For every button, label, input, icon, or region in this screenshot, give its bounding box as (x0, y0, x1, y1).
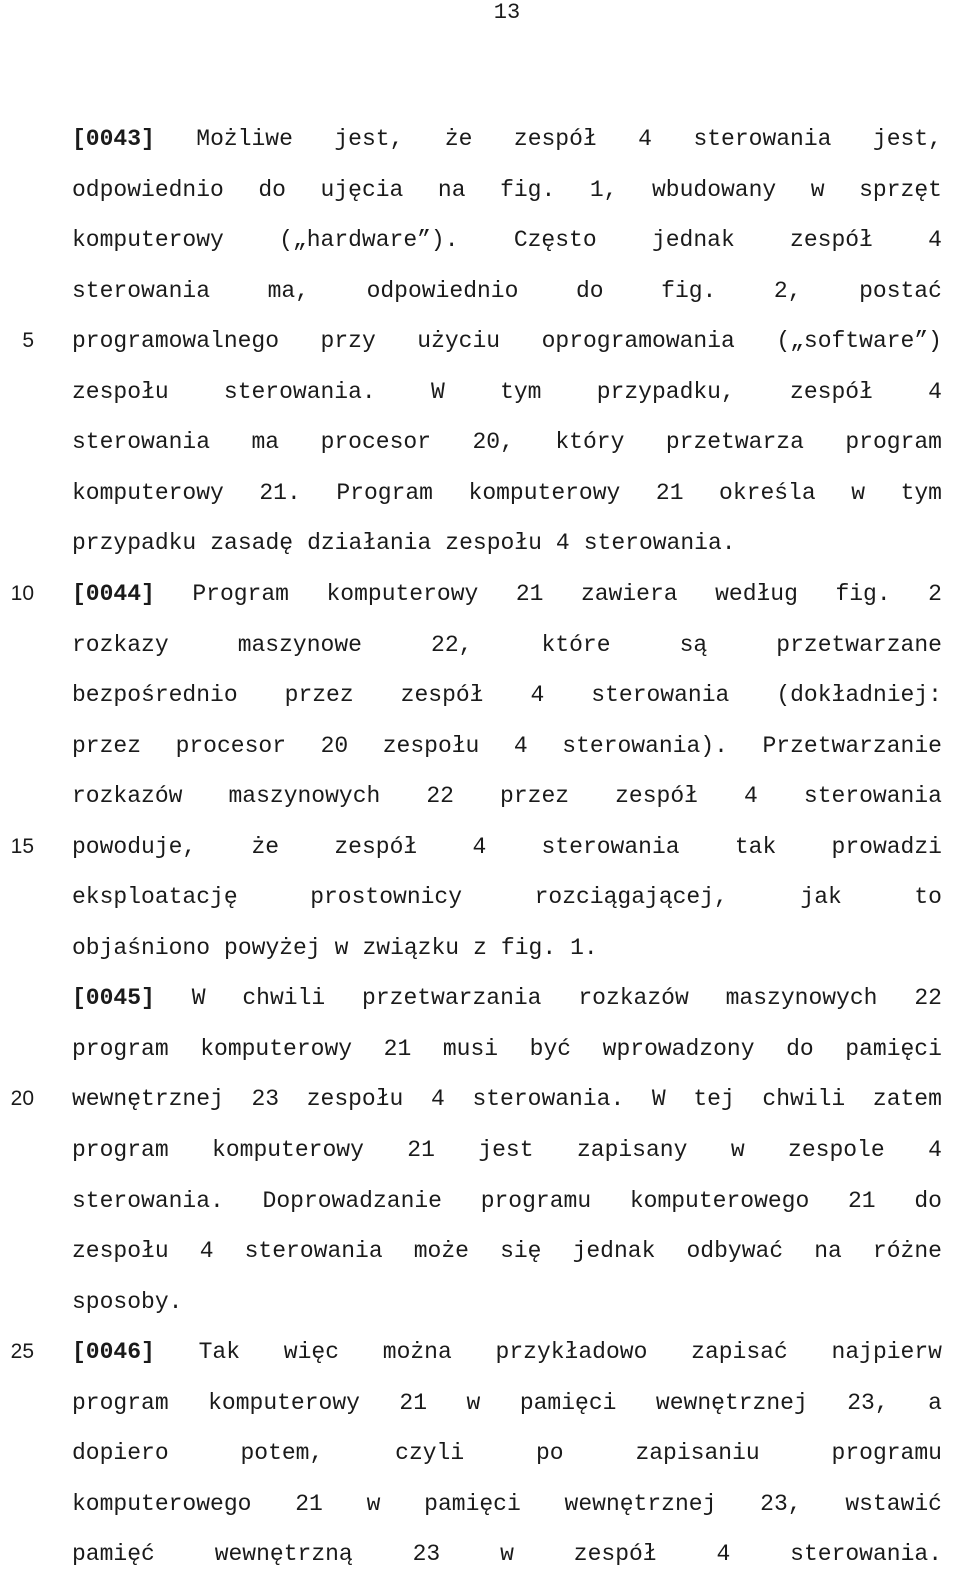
word: 1. (570, 934, 598, 961)
word: W (191, 985, 206, 1012)
text-line (72, 523, 942, 563)
paragraph-number: [0044] (72, 580, 155, 607)
word: postać (859, 277, 942, 304)
word: (dokładniej: (776, 682, 942, 709)
word: na (437, 176, 466, 203)
word: związku (362, 934, 460, 961)
word: 21 (383, 1035, 412, 1062)
word: 4 (928, 1137, 942, 1163)
word: odbywać (686, 1238, 784, 1265)
word: więc (283, 1339, 339, 1366)
word: zespół (513, 126, 597, 152)
word: wstawić (845, 1490, 942, 1517)
word: według (715, 580, 798, 607)
word: w (500, 1541, 514, 1568)
word: odpowiednio (72, 176, 224, 203)
word: przez (72, 732, 142, 759)
text-line (72, 1130, 942, 1170)
word: być (529, 1035, 572, 1062)
word: sterowania. (790, 1541, 942, 1568)
word: jest, (872, 126, 942, 152)
word: 4 (744, 783, 758, 810)
word: 4 (472, 833, 487, 860)
text-line (72, 321, 942, 361)
margin-line-number: 15 (10, 834, 34, 858)
word: 21 (515, 580, 544, 607)
word: w (810, 176, 825, 203)
word: zawiera (580, 580, 678, 607)
word: 4 (530, 682, 545, 709)
word: a (928, 1389, 942, 1416)
word: Program (336, 479, 433, 506)
word: programu (831, 1440, 942, 1467)
word: sterowania (693, 126, 832, 152)
word: powyżej (224, 934, 321, 961)
word: objaśniono (72, 934, 211, 961)
word: („software”) (776, 328, 942, 355)
word: sterowania). (562, 732, 728, 759)
margin-line-number: 5 (22, 329, 34, 353)
word: różne (872, 1238, 942, 1265)
word: 4 (555, 530, 570, 557)
word: najpierw (831, 1339, 942, 1366)
word: wewnętrzną (214, 1541, 353, 1568)
word: komputerowy (72, 227, 224, 254)
word: rozkazy (72, 631, 169, 658)
word: zapisać (691, 1339, 788, 1366)
word: sterowania. (583, 530, 736, 557)
text-line (72, 1181, 942, 1221)
word: 4 (513, 732, 528, 759)
word: wewnętrznej (655, 1389, 808, 1416)
word: czyli (395, 1440, 465, 1467)
word: program (72, 1389, 169, 1416)
word: maszynowe (237, 631, 362, 658)
word: z (473, 934, 487, 961)
word: ujęcia (320, 176, 404, 203)
word: komputerowego (72, 1490, 252, 1517)
word: sterowania. (472, 1086, 625, 1113)
word: sprzęt (859, 176, 942, 203)
word: po (536, 1440, 564, 1467)
word: zatem (872, 1086, 942, 1113)
text-line (72, 1231, 942, 1271)
word: do (575, 277, 604, 304)
word: eksploatację (72, 884, 238, 911)
word: sterowania. (223, 378, 376, 405)
word: chwili (242, 985, 326, 1012)
word: tak (734, 833, 777, 860)
word: komputerowy (208, 1389, 360, 1416)
text-line (72, 1433, 942, 1473)
word: 4 (928, 378, 942, 405)
word: rozciągającej, (534, 884, 728, 911)
word: na (814, 1238, 842, 1265)
word: przypadku, (596, 378, 735, 405)
word: w (851, 479, 866, 506)
word: 4 (199, 1238, 214, 1265)
word: 22, (431, 631, 473, 658)
word: działania (307, 530, 432, 557)
word: że (251, 833, 280, 860)
word: 22 (426, 783, 454, 810)
word: program (72, 1137, 169, 1163)
word: 20, (472, 429, 514, 456)
text-line (72, 877, 942, 917)
word: pamięć (72, 1541, 155, 1568)
word: maszynowych (228, 783, 381, 810)
word: jest, (334, 126, 404, 152)
word: 23 (412, 1541, 441, 1568)
word: 23, (847, 1389, 889, 1416)
word: w (366, 1490, 381, 1517)
word: zespołu (306, 1086, 404, 1113)
word: Możliwe (196, 126, 293, 152)
text-line (72, 271, 942, 311)
word: 20 (320, 732, 349, 759)
text-line (72, 1282, 942, 1322)
word: jednak (572, 1238, 656, 1265)
word: sposoby. (72, 1288, 183, 1315)
word: sterowania (72, 277, 211, 304)
word: fig. (835, 580, 891, 607)
word: można (382, 1339, 452, 1366)
word: pamięci (424, 1490, 521, 1517)
word: zespołu (72, 378, 169, 405)
word: które (541, 631, 611, 658)
word: komputerowy (200, 1035, 353, 1062)
word: Doprowadzanie (262, 1187, 442, 1214)
text-line (72, 978, 942, 1018)
word: zespół (790, 378, 873, 405)
word: przetwarzania (362, 985, 542, 1012)
word: 4 (716, 1541, 731, 1568)
word: sterowania (72, 429, 211, 456)
word: musi (442, 1035, 499, 1062)
word: 21 (407, 1137, 435, 1163)
word: przetwarza (665, 429, 804, 456)
word: jak (800, 884, 842, 911)
text-line (72, 1029, 942, 1069)
word: zespół (790, 227, 873, 254)
word: sterowania. (72, 1187, 224, 1214)
word: w (466, 1389, 481, 1416)
word: przez (284, 682, 354, 709)
text-line (72, 372, 942, 412)
word: zespół (615, 783, 698, 810)
word: zespołu (72, 1238, 169, 1265)
word: 4 (638, 126, 652, 152)
word: rozkazów (72, 783, 183, 810)
word: oprogramowania (541, 328, 735, 355)
text-line (72, 1332, 942, 1372)
text-line (72, 1484, 942, 1524)
margin-line-number: 10 (10, 581, 34, 605)
word: ma (251, 429, 280, 456)
word: programu (480, 1187, 592, 1214)
word: użyciu (417, 328, 501, 355)
text-line (72, 1383, 942, 1423)
word: chwili (762, 1086, 846, 1113)
word: wbudowany (651, 176, 777, 203)
word: zapisaniu (635, 1440, 760, 1467)
word: Program (192, 580, 289, 607)
word: bezpośrednio (72, 682, 238, 709)
word: pamięci (845, 1035, 942, 1062)
text-line (72, 928, 942, 968)
word: fig. (500, 934, 557, 961)
word: przypadku (72, 530, 197, 557)
word: się (500, 1238, 542, 1265)
word: sterowania (591, 682, 730, 709)
word: to (914, 884, 942, 911)
word: program (845, 429, 942, 456)
word: są (679, 631, 708, 658)
word: pamięci (519, 1389, 617, 1416)
text-line (72, 776, 942, 816)
word: W (430, 378, 445, 405)
text-line (72, 625, 942, 665)
word: 21 (399, 1389, 428, 1416)
text-line (72, 1534, 942, 1574)
word: („hardware”). (279, 227, 459, 254)
word: przez (500, 783, 570, 810)
word: zespołu (382, 732, 480, 759)
word: który (555, 429, 625, 456)
text-line (72, 220, 942, 260)
word: Tak (198, 1339, 241, 1366)
text-line (72, 827, 942, 867)
word: do (786, 1035, 814, 1062)
word: 2 (928, 580, 942, 607)
word: komputerowego (629, 1187, 810, 1214)
text-line (72, 473, 942, 513)
word: w (334, 934, 349, 961)
word: tym (500, 378, 542, 405)
word: 23 (251, 1086, 280, 1113)
word: przykładowo (495, 1339, 648, 1366)
text-line (72, 1079, 942, 1119)
word: zespole (788, 1137, 885, 1163)
word: wewnętrznej (72, 1086, 224, 1113)
word: 4 (430, 1086, 445, 1113)
word: może (413, 1238, 469, 1265)
word: maszynowych (725, 985, 878, 1012)
word: 21 (655, 479, 684, 506)
word: 21 (848, 1187, 876, 1214)
word: prowadzi (831, 833, 942, 860)
text-line (72, 170, 942, 210)
text-line (72, 726, 942, 766)
word: W (651, 1086, 666, 1113)
word: Przetwarzanie (762, 732, 942, 759)
margin-line-number: 25 (10, 1340, 34, 1364)
word: 2, (773, 277, 802, 304)
word: 1, (589, 176, 618, 203)
word: że (444, 126, 473, 152)
word: rozkazów (578, 985, 689, 1012)
word: fig. (661, 277, 717, 304)
word: Często (513, 227, 597, 254)
word: komputerowy (326, 580, 479, 607)
word: 22 (914, 985, 942, 1012)
text-line (72, 574, 942, 614)
word: zespół (573, 1541, 657, 1568)
word: zespół (334, 833, 418, 860)
word: tej (693, 1086, 735, 1113)
word: zapisany (576, 1137, 688, 1163)
page-number: 13 (493, 0, 521, 25)
paragraph-number: [0046] (72, 1339, 155, 1366)
word: komputerowy (72, 479, 224, 506)
word: programowalnego (72, 328, 280, 355)
word: powoduje, (72, 833, 197, 860)
margin-line-number: 20 (10, 1087, 34, 1111)
paragraph-number: [0043] (72, 126, 155, 152)
word: sterowania (541, 833, 680, 860)
text-line (72, 119, 942, 159)
word: przy (320, 328, 376, 355)
word: określa (719, 479, 816, 506)
paragraph-number: [0045] (72, 985, 155, 1012)
word: 4 (928, 227, 942, 254)
word: prostownicy (310, 884, 463, 911)
word: komputerowy (212, 1137, 364, 1163)
word: procesor (320, 429, 431, 456)
word: zespół (400, 682, 484, 709)
text-line (72, 675, 942, 715)
word: fig. (500, 176, 556, 203)
word: jest (478, 1137, 534, 1163)
word: dopiero (72, 1440, 169, 1467)
word: wewnętrznej (564, 1490, 717, 1517)
word: zasadę (210, 530, 294, 557)
text-line (72, 422, 942, 462)
word: 23, (760, 1490, 802, 1517)
word: potem, (240, 1440, 324, 1467)
word: jednak (651, 227, 735, 254)
word: zespołu (445, 530, 542, 557)
word: wprowadzony (602, 1035, 755, 1062)
word: tym (900, 479, 942, 506)
word: sterowania (803, 783, 942, 810)
word: odpowiednio (366, 277, 519, 304)
word: w (730, 1137, 745, 1163)
word: komputerowy (468, 479, 621, 506)
word: sterowania (244, 1238, 383, 1265)
word: procesor (175, 732, 286, 759)
word: ma, (267, 277, 310, 304)
word: do (914, 1187, 942, 1214)
word: 21 (295, 1490, 323, 1517)
word: do (258, 176, 286, 203)
word: 21. (259, 479, 301, 506)
word: program (72, 1035, 169, 1062)
word: przetwarzane (776, 631, 942, 658)
